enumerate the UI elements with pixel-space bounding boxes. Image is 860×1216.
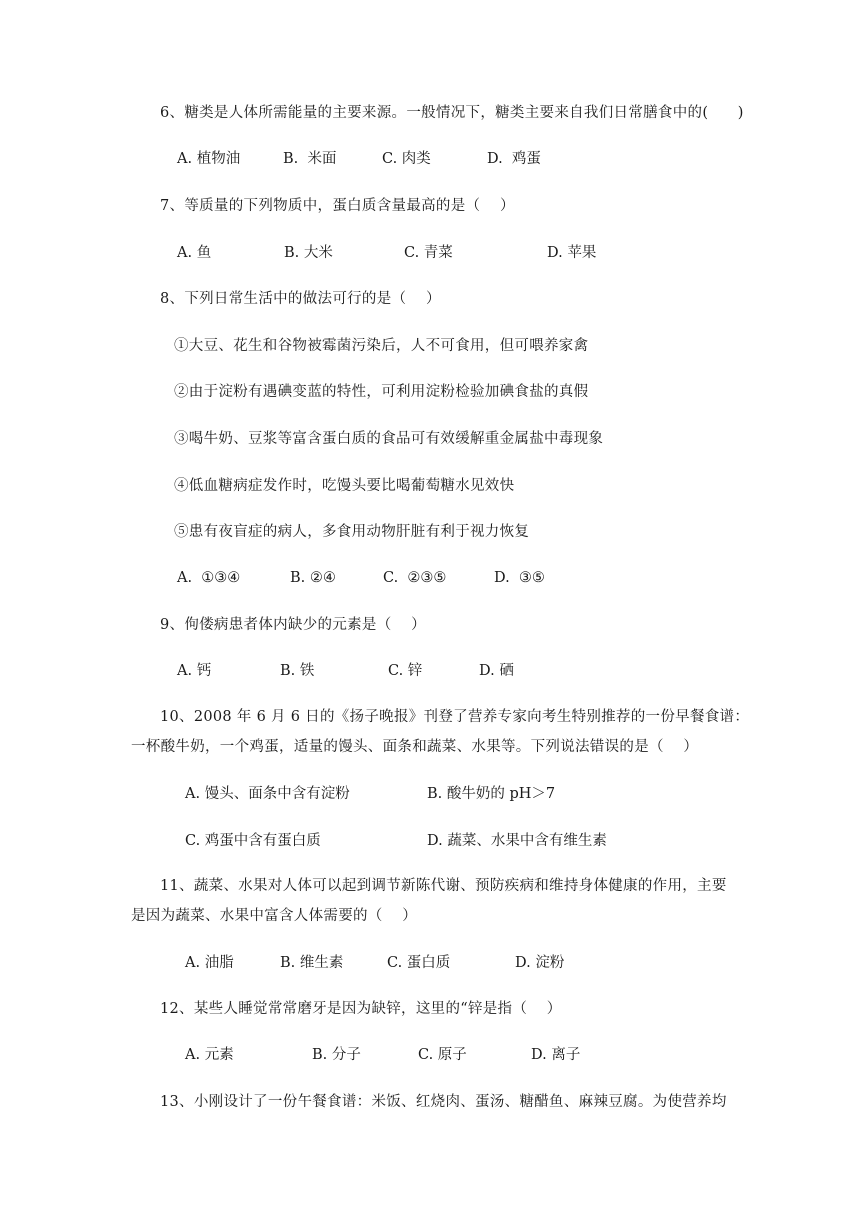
question-11-option-d: D. 淀粉 <box>515 955 565 971</box>
question-7-option-a: A. 鱼 <box>177 245 212 261</box>
question-8-option-b: B. ②④ <box>290 570 336 586</box>
question-11-option-a: A. 油脂 <box>185 955 234 971</box>
question-10-stem-line-1: 10、2008 年 6 月 6 日的《扬子晚报》刊登了营养专家向考生特别推荐的一份早餐食谱： <box>160 709 750 725</box>
question-6-option-a: A. 植物油 <box>177 151 241 167</box>
question-8-option-a: A. ①③④ <box>177 570 241 586</box>
question-12-option-d: D. 离子 <box>531 1047 581 1063</box>
question-9-option-b: B. 铁 <box>280 663 315 679</box>
question-13-stem: 13、小刚设计了一份午餐食谱：米饭、红烧肉、蛋汤、糖醋鱼、麻辣豆腐。为使营养均 <box>160 1094 727 1110</box>
question-10-stem-line-2: 一杯酸牛奶，一个鸡蛋，适量的馒头、面条和蔬菜、水果等。下列说法错误的是（ ） <box>131 739 699 755</box>
question-8-statement-2: ②由于淀粉有遇碘变蓝的特性，可利用淀粉检验加碘食盐的真假 <box>174 384 589 400</box>
question-10-option-a: A. 馒头、面条中含有淀粉 <box>185 786 350 802</box>
question-7-option-b: B. 大米 <box>284 245 333 261</box>
question-10-option-b: B. 酸牛奶的 pH＞7 <box>427 786 556 802</box>
question-8-statement-3: ③喝牛奶、豆浆等富含蛋白质的食品可有效缓解重金属盐中毒现象 <box>174 431 604 447</box>
question-11-option-b: B. 维生素 <box>280 955 344 971</box>
question-8-option-c: C. ②③⑤ <box>383 570 447 586</box>
question-9-option-a: A. 钙 <box>177 663 212 679</box>
question-11-stem-line-2: 是因为蔬菜、水果中富含人体需要的（ ） <box>131 908 418 924</box>
question-9-option-d: D. 硒 <box>479 663 514 679</box>
question-6-option-b: B. 米面 <box>283 151 337 167</box>
question-12-option-c: C. 原子 <box>418 1047 467 1063</box>
question-6-option-d: D. 鸡蛋 <box>487 151 541 167</box>
question-8-statement-1: ①大豆、花生和谷物被霉菌污染后，人不可食用，但可喂养家禽 <box>174 338 589 354</box>
question-9-stem: 9、佝偻病患者体内缺少的元素是（ ） <box>160 617 426 633</box>
question-12-stem: 12、某些人睡觉常常磨牙是因为缺锌，这里的“锌是指（ ） <box>160 1001 562 1017</box>
question-12-option-b: B. 分子 <box>312 1047 361 1063</box>
question-9-option-c: C. 锌 <box>388 663 423 679</box>
question-8-statement-5: ⑤患有夜盲症的病人，多食用动物肝脏有利于视力恢复 <box>174 524 530 540</box>
question-6-stem: 6、糖类是人体所需能量的主要来源。一般情况下，糖类主要来自我们日常膳食中的( ) <box>160 105 744 121</box>
question-10-option-c: C. 鸡蛋中含有蛋白质 <box>185 833 321 849</box>
question-7-stem: 7、等质量的下列物质中，蛋白质含量最高的是（ ） <box>160 198 515 214</box>
question-8-stem: 8、下列日常生活中的做法可行的是（ ） <box>160 291 441 307</box>
question-12-option-a: A. 元素 <box>185 1047 234 1063</box>
question-11-stem-line-1: 11、蔬菜、水果对人体可以起到调节新陈代谢、预防疾病和维持身体健康的作用，主要 <box>160 878 727 894</box>
question-6-option-c: C. 肉类 <box>382 151 431 167</box>
question-7-option-d: D. 苹果 <box>547 245 597 261</box>
question-8-statement-4: ④低血糖病症发作时，吃馒头要比喝葡萄糖水见效快 <box>174 478 515 494</box>
question-7-option-c: C. 青菜 <box>404 245 453 261</box>
question-8-option-d: D. ③⑤ <box>494 570 545 586</box>
question-10-option-d: D. 蔬菜、水果中含有维生素 <box>427 833 607 849</box>
question-11-option-c: C. 蛋白质 <box>387 955 451 971</box>
